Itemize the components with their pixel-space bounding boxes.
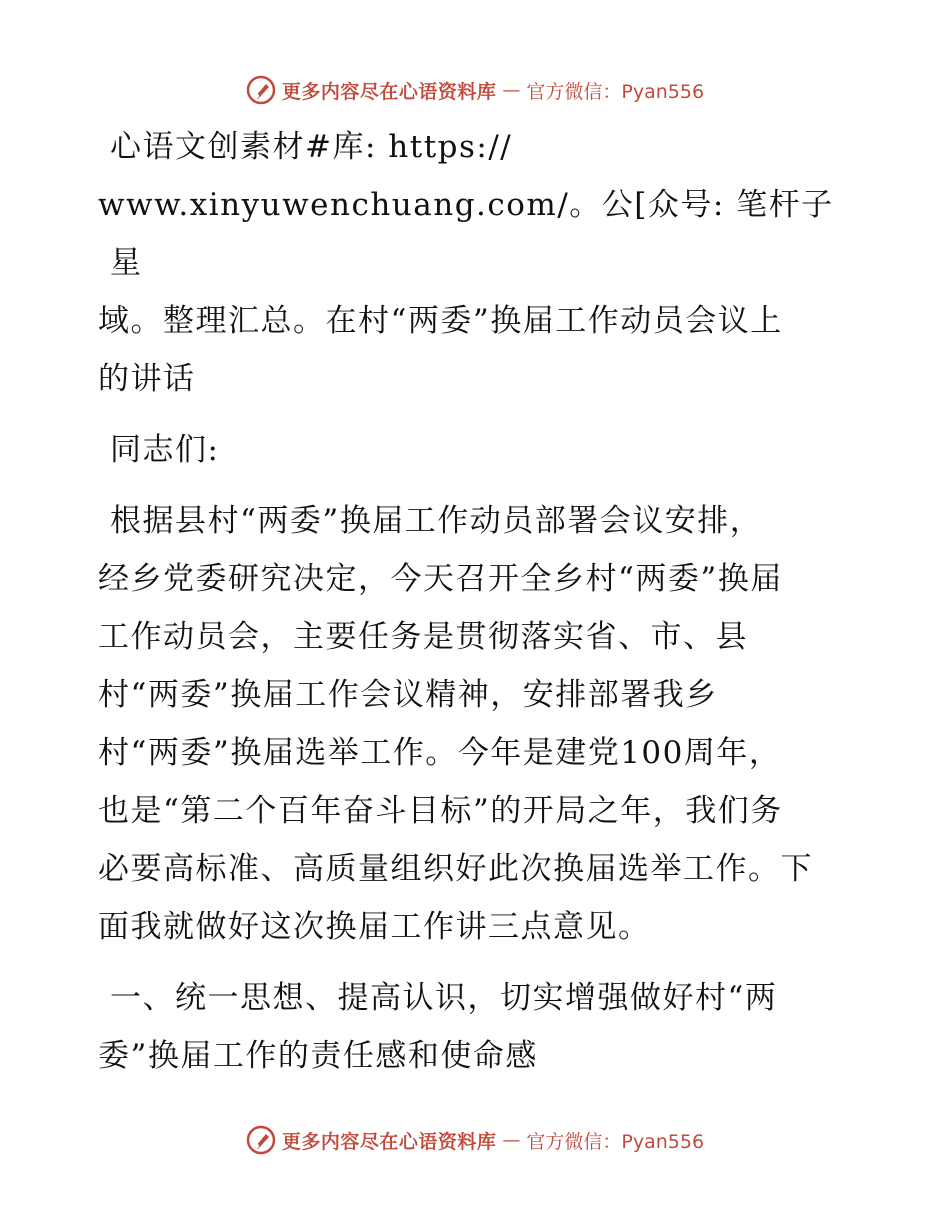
text-line: 委”换届工作的责任感和使命感 xyxy=(98,1038,538,1074)
text-line: 必要高标准、高质量组织好此次换届选举工作。下 xyxy=(98,851,813,887)
text-line: 村“两委”换届工作会议精神，安排部署我乡 xyxy=(98,677,718,713)
text-line: 村“两委”换届选举工作。今年是建党100周年， xyxy=(98,735,782,771)
banner-content xyxy=(246,75,704,105)
pen-nib-logo-icon xyxy=(246,75,276,105)
text-line: 经乡党委研究决定，今天召开全乡村“两委”换届 xyxy=(98,561,783,597)
banner-wechat-text: 官方微信：Pyan556 xyxy=(526,80,705,103)
footer-banner xyxy=(0,1120,950,1160)
salutation-paragraph xyxy=(98,421,858,479)
text-line: 面我就做好这次换届工作讲三点意见。 xyxy=(98,909,651,945)
banner-wechat-text: 官方微信：Pyan556 xyxy=(526,1130,705,1153)
text-line: 根据县村“两委”换届工作动员部署会议安排， xyxy=(110,503,763,539)
pen-nib-logo-icon xyxy=(246,1125,276,1155)
text-line: 一、统一思想、提高认识，切实增强做好村“两 xyxy=(110,980,778,1016)
text-line: www.xinyuwenchuang.com/。公[众号: 笔杆子星 xyxy=(98,187,834,281)
text-line: 也是“第二个百年奋斗目标”的开局之年，我们务 xyxy=(98,793,783,829)
text-line: 工作动员会，主要任务是贯彻落实省、市、县 xyxy=(98,619,748,655)
text-line: 心语文创素材#库: https:// xyxy=(110,129,513,165)
banner-brand-text: 更多内容尽在心语资料库 xyxy=(281,1130,497,1153)
banner-content xyxy=(246,1125,704,1155)
section-heading-paragraph xyxy=(98,969,858,1085)
header-banner xyxy=(0,70,950,110)
text-line: 域。整理汇总。在村“两委”换届工作动员会议上 xyxy=(98,303,783,339)
text-line: 的讲话 xyxy=(98,361,196,397)
document-body xyxy=(98,118,858,1098)
text-line: 同志们: xyxy=(110,432,220,468)
banner-dash: — xyxy=(502,1129,521,1151)
banner-brand-text: 更多内容尽在心语资料库 xyxy=(281,80,497,103)
banner-dash: — xyxy=(502,79,521,101)
title-paragraph xyxy=(98,118,858,408)
body-paragraph xyxy=(98,492,858,956)
